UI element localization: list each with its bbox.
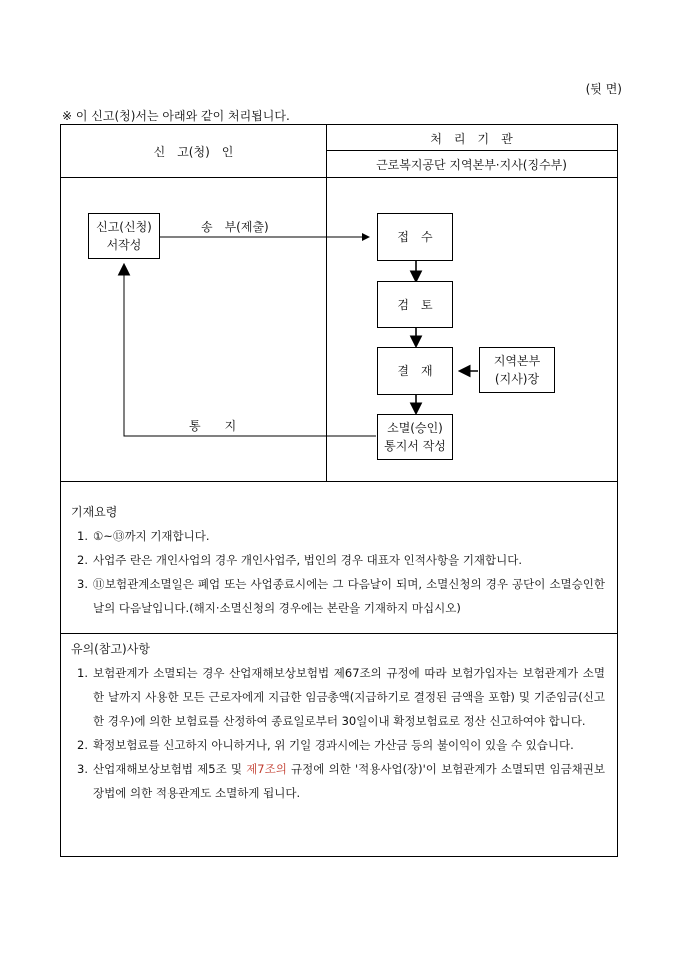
receipt-box: 접 수 bbox=[377, 213, 453, 261]
item-text: ⑪보험관계소멸일은 폐업 또는 사업종료시에는 그 다음날이 되며, 소멸신청의 경우 공단이 소멸승인한 날의 다음날입니다.(해지·소멸신청의 경우에는 본란을 기재하지 마십시오) bbox=[93, 577, 605, 615]
notes-title: 유의(참고)사항 bbox=[71, 642, 150, 656]
item-number: 1. bbox=[77, 529, 88, 543]
notes-list bbox=[77, 661, 605, 805]
notice-box bbox=[377, 414, 453, 460]
flow-arrows bbox=[61, 125, 619, 485]
item-number: 3. bbox=[77, 577, 88, 591]
list-item bbox=[77, 548, 605, 572]
send-label: 송 부(제출) bbox=[201, 220, 269, 234]
item-text bbox=[93, 757, 605, 805]
list-item bbox=[77, 572, 605, 620]
regional-head-line2: (지사)장 bbox=[494, 372, 540, 386]
review-box: 검 토 bbox=[377, 281, 453, 328]
processing-note: ※ 이 신고(청)서는 아래와 같이 처리됩니다. bbox=[62, 109, 290, 123]
approval-box: 결 재 bbox=[377, 347, 453, 395]
regional-head-line1: 지역본부 bbox=[493, 354, 541, 368]
item-text: ①~⑬까지 기재합니다. bbox=[93, 529, 210, 543]
item-number: 2. bbox=[77, 553, 88, 567]
processor-header: 처 리 기 관 bbox=[430, 132, 513, 146]
list-item bbox=[77, 524, 605, 548]
highlighted-article: 제7조의 bbox=[246, 762, 287, 776]
item-number: 3. bbox=[77, 762, 88, 776]
regional-head-box bbox=[479, 347, 555, 393]
instructions-bottom-rule bbox=[61, 633, 617, 634]
write-form-box bbox=[88, 213, 160, 259]
notify-label: 통 지 bbox=[189, 419, 237, 433]
processor-subheader: 근로복지공단 지역본부·지사(징수부) bbox=[376, 158, 567, 172]
item-text: 보험관계가 소멸되는 경우 산업재해보상보험법 제67조의 규정에 따라 보험가입자는 보험관계가 소멸한 날까지 사용한 모든 근로자에게 지급한 임금총액(지급하기로 결정된 금액을 포함) 및 기준임금(신고한 경우)에 의한 보험료를 산정하여 종료일로부터 30일이내 확정보험료로 정산 신고하여야 합니다. bbox=[93, 666, 605, 728]
write-box-line1: 신고(신청) bbox=[96, 220, 152, 234]
item-number: 1. bbox=[77, 666, 88, 680]
item-text-part: 규정에 의한 '적용사업(장)'이 보험관계가 소멸되면 임금채권보장법에 의한 적용관계도 소멸하게 됩니다. bbox=[93, 762, 606, 800]
list-item bbox=[77, 661, 605, 733]
item-text: 사업주 란은 개인사업의 경우 개인사업주, 법인의 경우 대표자 인적사항을 기재합니다. bbox=[93, 553, 523, 567]
item-text-part: 산업재해보상보험법 제5조 및 bbox=[93, 762, 247, 776]
item-number: 2. bbox=[77, 738, 88, 752]
list-item bbox=[77, 757, 605, 805]
list-item bbox=[77, 733, 605, 757]
instructions-title: 기재요령 bbox=[71, 505, 118, 519]
instructions-list bbox=[77, 524, 605, 620]
process-form-table bbox=[60, 124, 618, 857]
applicant-header: 신 고(청) 인 bbox=[153, 145, 234, 159]
notice-box-line2: 통지서 작성 bbox=[384, 439, 446, 453]
item-text: 확정보험료를 신고하지 아니하거나, 위 기일 경과시에는 가산금 등의 불이익이 있을 수 있습니다. bbox=[93, 738, 574, 752]
diagram-bottom-rule bbox=[61, 481, 617, 482]
write-box-line2: 서작성 bbox=[106, 238, 142, 252]
notice-box-line1: 소멸(승인) bbox=[387, 421, 443, 435]
page-side-label: (뒷 면) bbox=[585, 82, 622, 96]
